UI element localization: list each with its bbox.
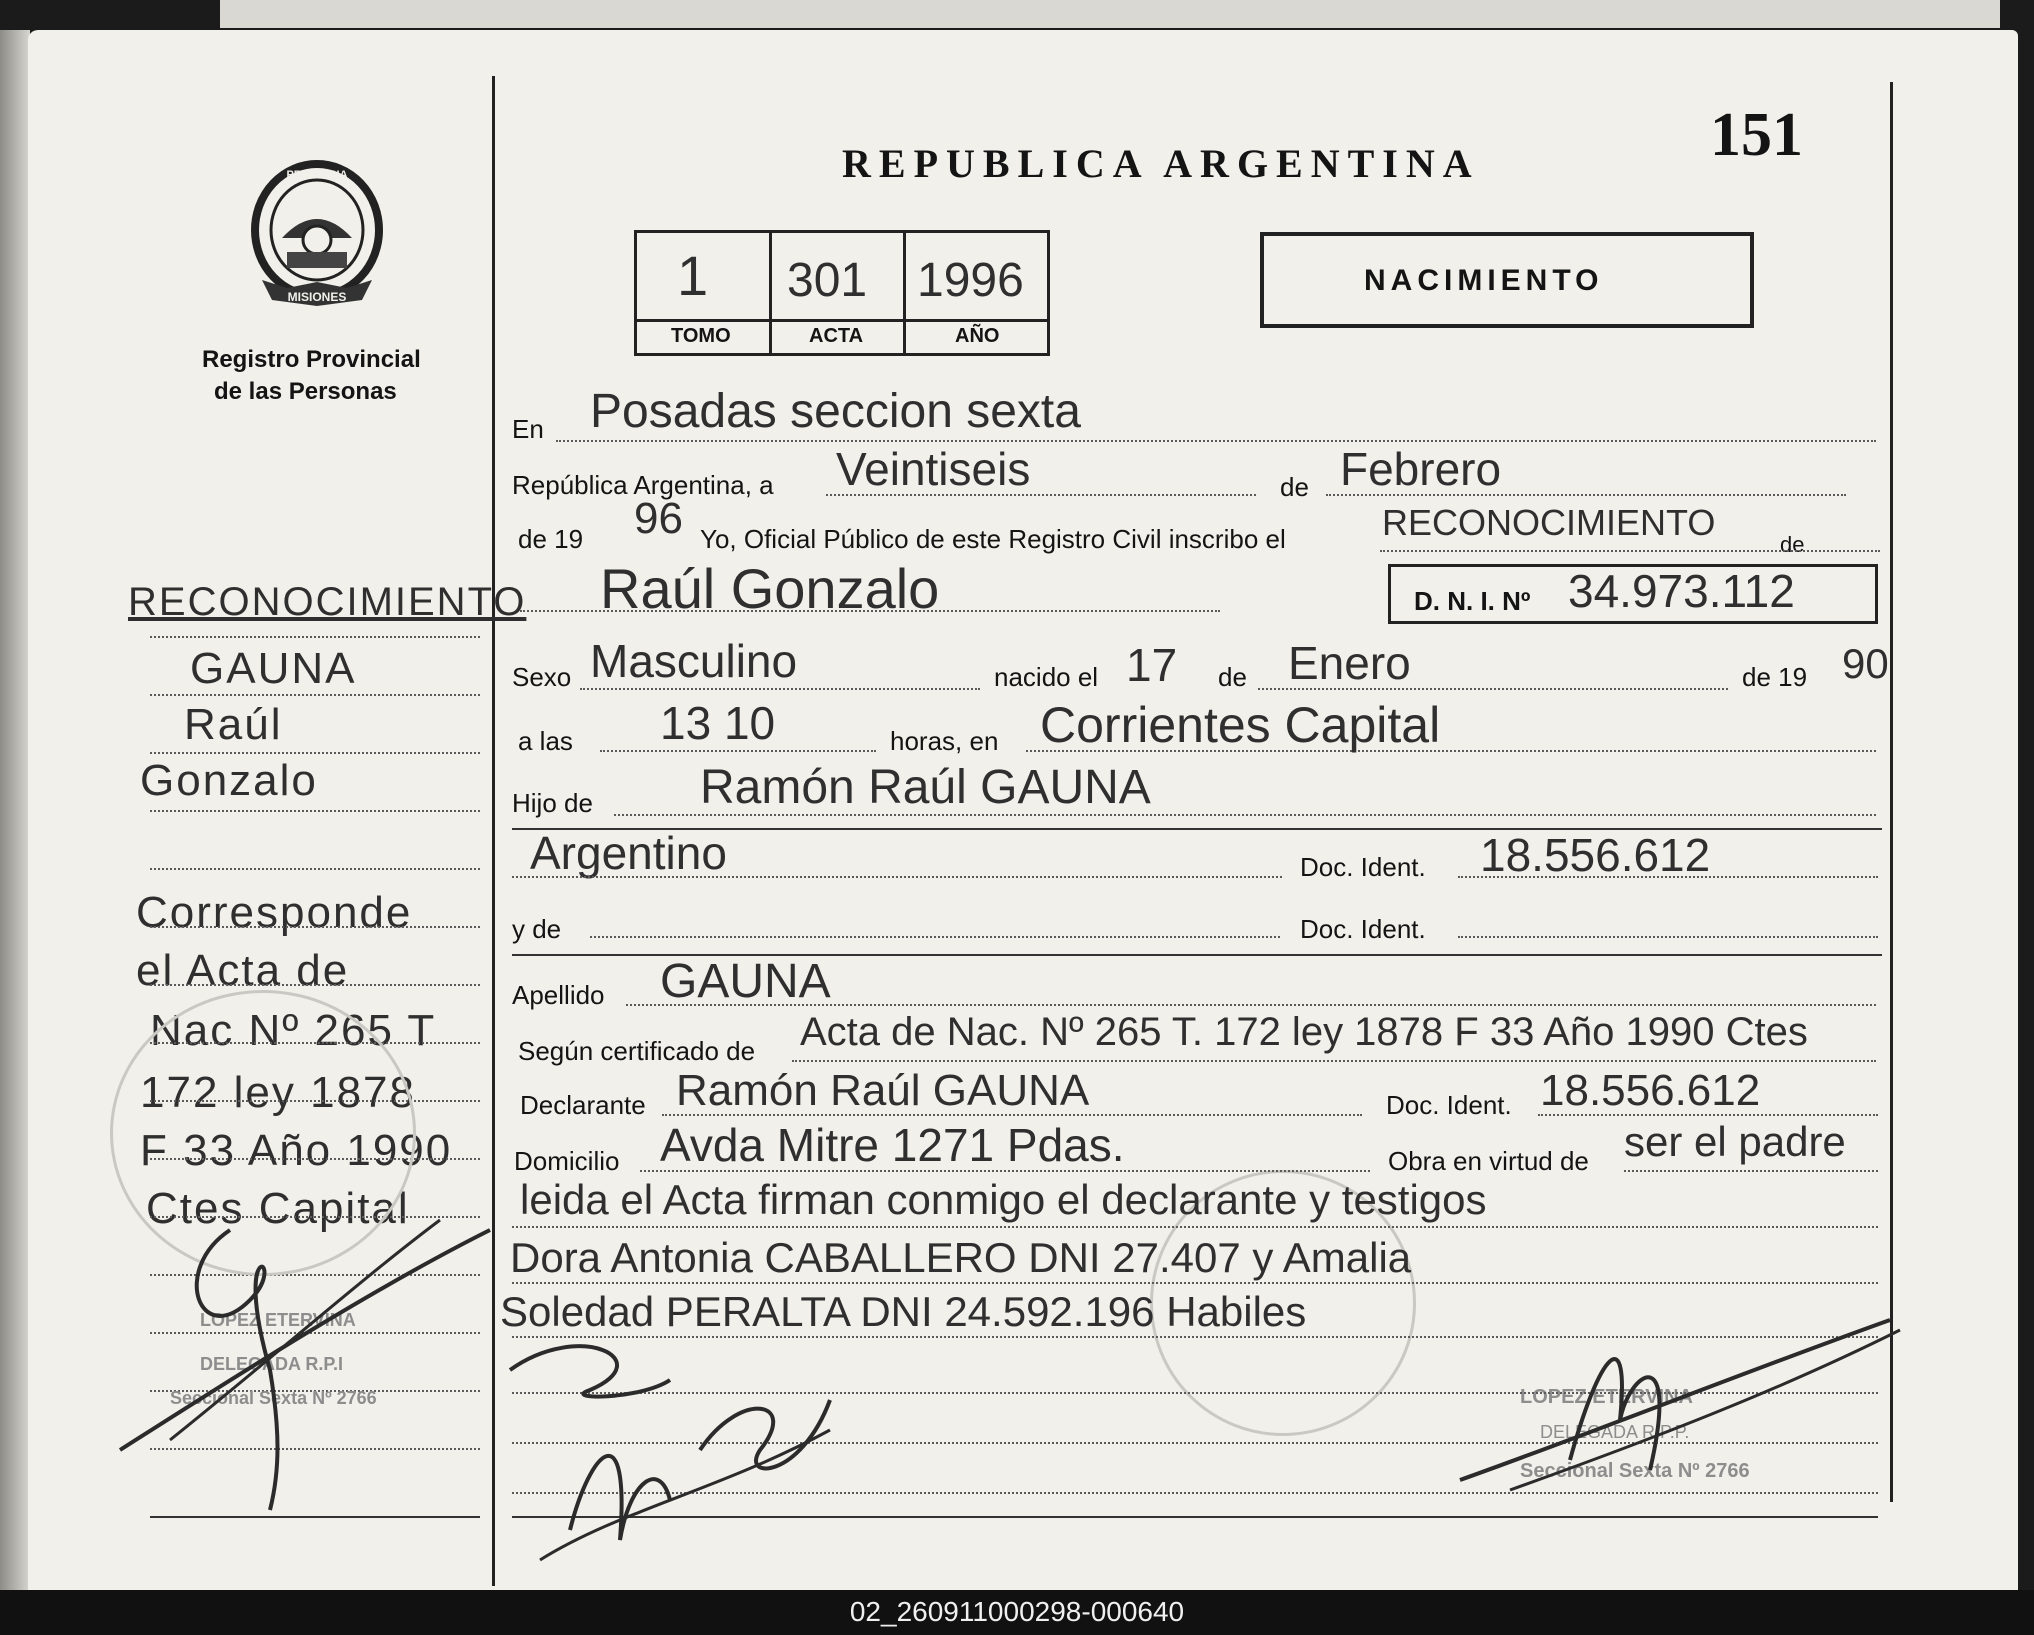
yde-label: y de	[512, 914, 562, 944]
footer-code: 02_260911000298-000640	[849, 1596, 1185, 1627]
doc-type-label: NACIMIENTO	[1364, 264, 1604, 297]
registry-line-1: Registro Provincial	[202, 346, 421, 373]
signature-right-icon	[1450, 1310, 1910, 1510]
stamp-right-line-1: LOPEZ ETERVINA	[1520, 1386, 1693, 1408]
de19-label-2: de 19	[1742, 662, 1808, 692]
misiones-coat-of-arms-icon	[242, 160, 392, 320]
extra-line-1: leida el Acta firman conmigo el declarante y testigos	[520, 1176, 1487, 1223]
name-value: Raúl Gonzalo	[600, 557, 940, 620]
doc-type-box	[1260, 232, 1754, 328]
en-value: Posadas seccion sexta	[590, 385, 1081, 438]
father-nationality: Argentino	[530, 827, 727, 879]
margin-note-4: Gonzalo	[140, 756, 318, 805]
horas-label: horas, en	[890, 726, 999, 756]
birth-month: Enero	[1288, 637, 1411, 689]
ano-value: 1996	[917, 254, 1024, 307]
father-value: Ramón Raúl GAUNA	[700, 761, 1151, 814]
registry-line-2: de las Personas	[214, 378, 397, 405]
stamp-left-line-1: LOPEZ ETERVINA	[200, 1310, 356, 1330]
act-value: RECONOCIMIENTO	[1382, 502, 1716, 543]
record-box	[634, 230, 1050, 356]
apellido-value: GAUNA	[660, 955, 831, 1008]
margin-note-6: el Acta de	[136, 946, 350, 995]
obra-label: Obra en virtud de	[1388, 1146, 1589, 1176]
stamp-right-line-2: DELEGADA R.P.P.	[1540, 1422, 1690, 1442]
binding-edge	[0, 30, 30, 1590]
segun-label: Según certificado de	[518, 1036, 756, 1066]
year-value: 96	[634, 494, 683, 543]
doc-label: Doc. Ident.	[1300, 852, 1426, 882]
republica-label: República Argentina, a	[512, 470, 774, 500]
margin-note-8: 172 ley 1878	[140, 1068, 416, 1117]
sexo-label: Sexo	[512, 662, 572, 692]
birth-day: 17	[1126, 639, 1178, 691]
father-doc: 18.556.612	[1480, 829, 1711, 881]
country-title: REPUBLICA ARGENTINA	[842, 141, 1480, 186]
stamp-left-line-2: DELEGADA R.P.I	[200, 1354, 344, 1374]
month-value: Febrero	[1340, 443, 1502, 495]
tomo-label: TOMO	[671, 325, 731, 347]
dni-label: D. N. I. Nº	[1414, 586, 1531, 616]
apellido-label: Apellido	[512, 980, 605, 1010]
sexo-value: Masculino	[590, 635, 798, 687]
margin-note-2: GAUNA	[190, 644, 357, 693]
hour-value: 13 10	[660, 697, 776, 749]
doc-label-3: Doc. Ident.	[1386, 1090, 1512, 1120]
signature-witness-icon	[500, 1330, 860, 1570]
hijo-label: Hijo de	[512, 788, 593, 818]
dni-value: 34.973.112	[1568, 565, 1795, 617]
extra-line-3: Soledad PERALTA DNI 24.592.196 Habiles	[500, 1288, 1307, 1335]
declarante-value: Ramón Raúl GAUNA	[676, 1066, 1090, 1115]
en-label: En	[512, 414, 544, 444]
signature-left-icon	[110, 1210, 510, 1520]
ano-label: AÑO	[955, 325, 1000, 347]
de-label: de	[1280, 472, 1309, 502]
yo-label: Yo, Oficial Público de este Registro Civil inscribo el	[700, 524, 1286, 554]
de19-label: de 19	[518, 524, 584, 554]
stamp-right-line-3: Seccional Sexta Nº 2766	[1520, 1460, 1750, 1482]
paper-behind	[220, 0, 2000, 28]
acta-label: ACTA	[809, 325, 864, 347]
doc-label-2: Doc. Ident.	[1300, 914, 1426, 944]
extra-line-2: Dora Antonia CABALLERO DNI 27.407 y Amalia	[510, 1234, 1412, 1281]
de-label-2: de	[1218, 662, 1247, 692]
day-value: Veintiseis	[836, 443, 1031, 495]
tomo-value: 1	[677, 244, 709, 307]
domicilio-value: Avda Mitre 1271 Pdas.	[660, 1119, 1125, 1171]
emblem-top-text: PROVINCIA	[286, 169, 348, 181]
margin-note-1: RECONOCIMIENTO	[128, 580, 527, 624]
place-value: Corrientes Capital	[1040, 697, 1441, 753]
nacido-label: nacido el	[994, 662, 1099, 692]
margin-note-3: Raúl	[184, 700, 283, 749]
margin-note-5: Corresponde	[136, 888, 413, 937]
obra-value: ser el padre	[1624, 1118, 1846, 1165]
declarante-doc: 18.556.612	[1540, 1066, 1761, 1115]
margin-note-9: F 33 Año 1990	[140, 1126, 453, 1175]
acta-value: 301	[787, 254, 868, 307]
de-after-label: de	[1780, 532, 1805, 557]
margin-note-7: Nac Nº 265 T	[150, 1006, 437, 1055]
segun-value: Acta de Nac. Nº 265 T. 172 ley 1878 F 33 Año 1990 Ctes	[800, 1010, 1808, 1054]
alas-label: a las	[518, 726, 573, 756]
declarante-label: Declarante	[520, 1090, 646, 1120]
birth-year: 90	[1842, 640, 1889, 687]
page-number: 151	[1710, 101, 1803, 169]
domicilio-label: Domicilio	[514, 1146, 620, 1176]
stamp-left-line-3: Seccional Sexta Nº 2766	[170, 1388, 377, 1408]
emblem-ribbon-text: MISIONES	[287, 290, 347, 304]
right-rule	[1890, 82, 1893, 1502]
margin-note-10: Ctes Capital	[146, 1184, 410, 1233]
